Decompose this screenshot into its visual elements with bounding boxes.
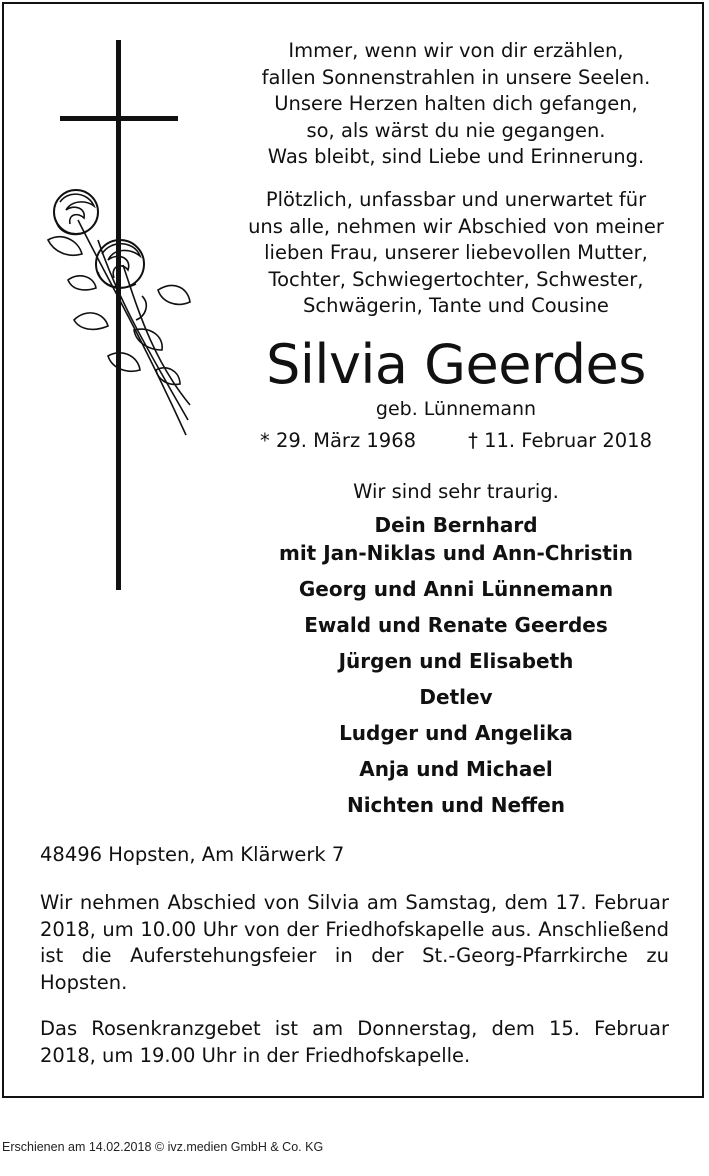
mourner: Nichten und Neffen (346, 793, 566, 817)
mourner: Ludger und Angelika (339, 721, 573, 745)
mourner: Georg und Anni Lünnemann (298, 577, 614, 601)
mourner: Jürgen und Elisabeth (338, 649, 574, 673)
roses-icon (38, 180, 198, 442)
poem-line: fallen Sonnenstrahlen in unsere Seelen. (261, 65, 651, 89)
cross-horizontal-bar (60, 116, 178, 121)
mourner: Dein Bernhard (374, 513, 538, 537)
mourner: Ewald und Renate Geerdes (304, 613, 608, 637)
intro-line: Tochter, Schwiegertochter, Schwester, (268, 267, 644, 291)
mourner: mit Jan-Niklas und Ann-Christin (278, 541, 633, 565)
birth-date: * 29. März 1968 (260, 429, 417, 452)
poem-line: Immer, wenn wir von dir erzählen, (288, 39, 624, 62)
death-date: † 11. Februar 2018 (468, 429, 652, 452)
rosary-paragraph: Das Rosenkranzgebet ist am Donnerstag, dem 15. Februar 2018, um 19.00 Uhr in der Friedhofskapelle. (40, 1017, 669, 1067)
mourner: Detlev (419, 685, 493, 709)
poem-line: Was bleibt, sind Liebe und Erinnerung. (267, 145, 645, 168)
maiden-name: geb. Lünnemann (375, 398, 537, 420)
intro-line: lieben Frau, unserer liebevollen Mutter, (264, 241, 648, 264)
poem-line: so, als wärst du nie gegangen. (306, 118, 606, 142)
intro-line: Schwägerin, Tante und Cousine (303, 294, 609, 317)
mourner: Anja und Michael (359, 757, 553, 781)
deceased-name: Silvia Geerdes (266, 333, 646, 396)
poem-line: Unsere Herzen halten dich gefangen, (274, 92, 638, 115)
funeral-paragraph: Wir nehmen Abschied von Silvia am Samstag, dem 17. Februar 2018, um 10.00 Uhr von der Friedhofskapelle aus. Anschließend ist die Auferstehungsfeier in der St.-Georg-Pfarrkirche zu Hopsten. (40, 891, 669, 994)
intro-line: uns alle, nehmen wir Abschied von meiner (248, 214, 664, 238)
intro-text (240, 187, 672, 320)
poem (240, 38, 672, 171)
mourners-list (240, 512, 672, 828)
sad-line: Wir sind sehr traurig. (353, 480, 559, 503)
intro-line: Plötzlich, unfassbar und unerwartet für (265, 188, 647, 211)
publication-footer: Erschienen am 14.02.2018 © ivz.medien GmbH & Co. KG (2, 1140, 324, 1154)
address: 48496 Hopsten, Am Klärwerk 7 (40, 843, 345, 866)
